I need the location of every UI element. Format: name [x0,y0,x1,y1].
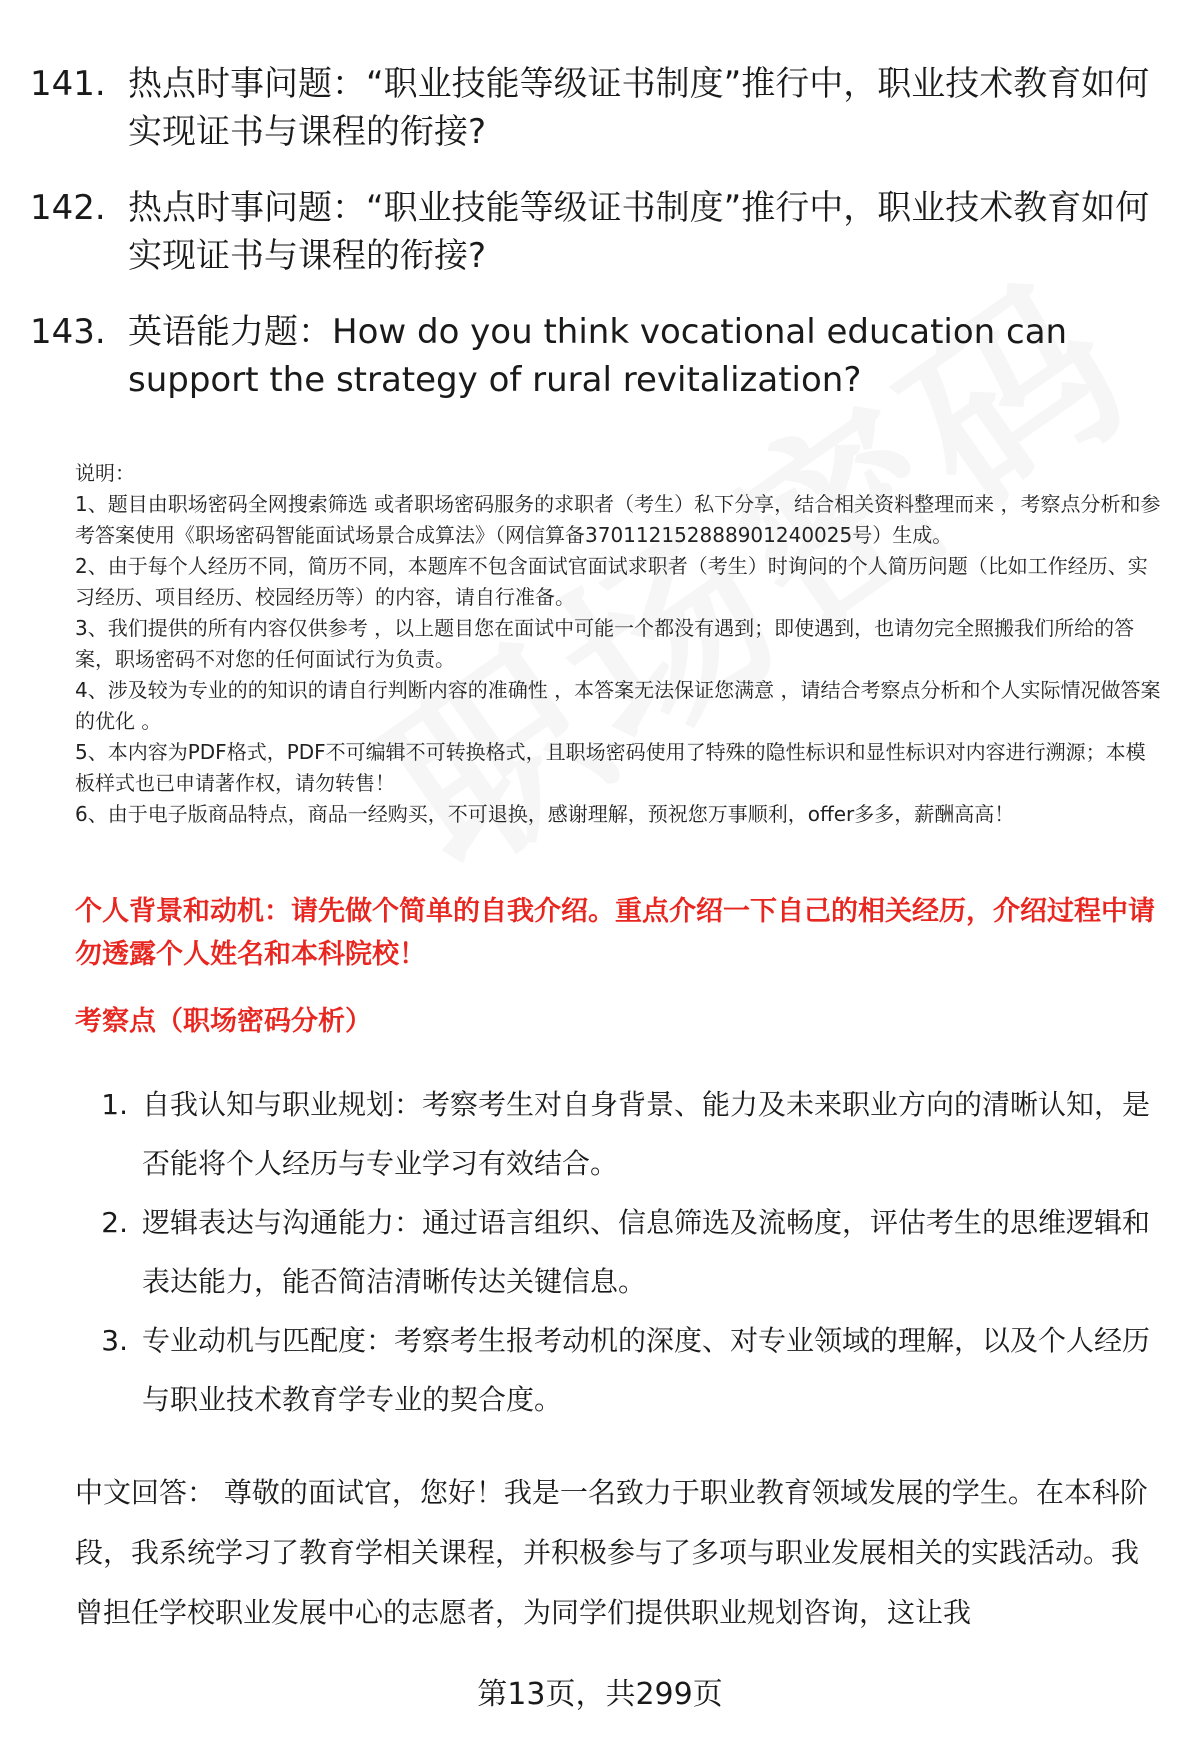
analysis-point-list [75,1075,1155,1429]
notes-block [75,458,1165,830]
analysis-point-text: 专业动机与匹配度：考察考生报考动机的深度、对专业领域的理解，以及个人经历与职业技术教育学专业的契合度。 [142,1324,1151,1416]
notes-item: 5、本内容为PDF格式，PDF不可编辑不可转换格式，且职场密码使用了特殊的隐性标识和显性标识对内容进行溯源；本模板样式也已申请著作权，请勿转售！ [75,740,1146,795]
answer-text: 中文回答： 尊敬的面试官，您好！我是一名致力于职业教育领域发展的学生。在本科阶段，我系统学习了教育学相关课程，并积极参与了多项与职业发展相关的实践活动。我曾担任学校职业发展中心的志愿者，为同学们提供职业规划咨询，这让我 [75,1476,1148,1629]
analysis-heading: 考察点（职场密码分析） [75,1006,372,1037]
analysis-point-text: 自我认知与职业规划：考察考生对自身背景、能力及未来职业方向的清晰认知，是否能将个人经历与专业学习有效结合。 [142,1088,1151,1180]
analysis-point-number: 2. [101,1206,128,1239]
page-number: 第13页，共299页 [477,1677,723,1712]
question-number: 141. [30,64,106,104]
question-item [30,60,1170,156]
analysis-point-number: 1. [101,1088,128,1121]
question-text: 热点时事问题：“职业技能等级证书制度”推行中，职业技术教育如何实现证书与课程的衔接? [128,188,1150,276]
notes-item: 3、我们提供的所有内容仅供参考 ，以上题目您在面试中可能一个都没有遇到；即使遇到，也请勿完全照搬我们所给的答案，职场密码不对您的任何面试行为负责。 [75,616,1135,671]
notes-item: 1、题目由职场密码全网搜索筛选 或者职场密码服务的求职者（考生）私下分享，结合相关资料整理而来 ，考察点分析和参考答案使用《职场密码智能面试场景合成算法》（网信算备370112152888901240025号）生成。 [75,492,1161,547]
question-text: 热点时事问题：“职业技能等级证书制度”推行中，职业技术教育如何实现证书与课程的衔接? [128,64,1150,152]
analysis-point-number: 3. [101,1324,128,1357]
notes-item: 4、涉及较为专业的的知识的请自行判断内容的准确性 ，本答案无法保证您满意 ，请结合考察点分析和个人实际情况做答案的优化 。 [75,678,1161,733]
analysis-point [75,1075,1155,1193]
analysis-point-text: 逻辑表达与沟通能力：通过语言组织、信息筛选及流畅度，评估考生的思维逻辑和表达能力，能否简洁清晰传达关键信息。 [142,1206,1151,1298]
notes-item: 6、由于电子版商品特点，商品一经购买，不可退换，感谢理解，预祝您万事顺利，offer多多，薪酬高高！ [75,802,1015,826]
question-number: 143. [30,312,106,352]
question-item [30,184,1170,280]
analysis-point [75,1193,1155,1311]
question-number: 142. [30,188,106,228]
notes-item: 2、由于每个人经历不同，简历不同，本题库不包含面试官面试求职者（考生）时询问的个人简历问题（比如工作经历、实习经历、项目经历、校园经历等）的内容，请自行准备。 [75,554,1148,609]
question-heading: 个人背景和动机：请先做个简单的自我介绍。重点介绍一下自己的相关经历，介绍过程中请勿透露个人姓名和本科院校！ [75,896,1155,970]
notes-heading: 说明： [75,461,135,485]
question-text: 英语能力题：How do you think vocational education can support the strategy of rural revitalization? [128,312,1068,400]
question-list [30,60,1170,432]
analysis-point [75,1311,1155,1429]
question-item [30,308,1170,404]
